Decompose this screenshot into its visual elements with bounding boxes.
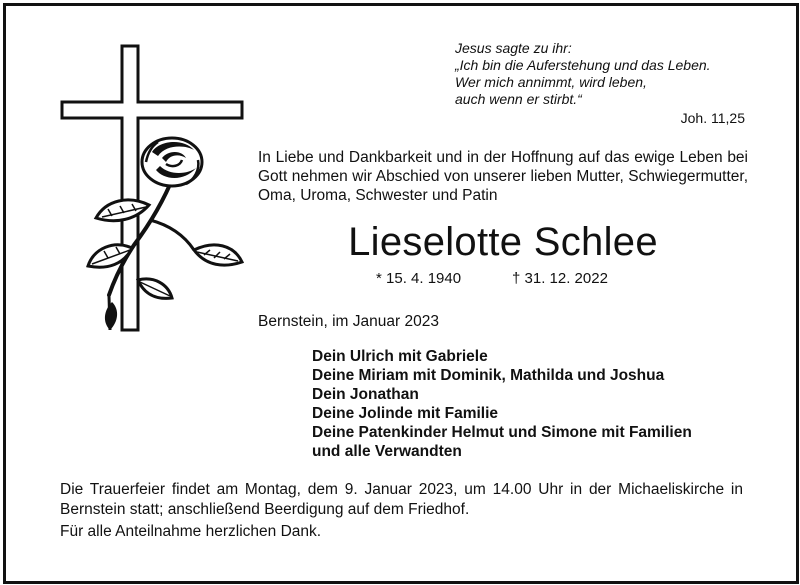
bible-quote [455,40,755,108]
funeral-service-info: Die Trauerfeier findet am Montag, dem 9. Januar 2023, um 14.00 Uhr in der Michaeliskirche in Bernstein statt; anschließend Beerdigung auf dem Friedhof. [60,481,743,518]
mourner-line: Dein Jonathan [312,386,419,403]
intro-text: In Liebe und Dankbarkeit und in der Hoffnung auf das ewige Leben bei Gott nehmen wir Abschied von unserer lieben Mutter, Schwiegermutter, Oma, Uroma, Schwester und Patin [258,149,748,204]
mourner-line: Deine Jolinde mit Familie [312,405,499,422]
mourner-line: und alle Verwandten [312,443,462,460]
mourners-list [312,347,692,461]
birth-date: * 15. 4. 1940 [376,270,462,287]
mourner-line: Deine Patenkinder Helmut und Simone mit Familien [312,424,692,441]
quote-line: „Ich bin die Auferstehung und das Leben. [455,57,711,73]
mourner-line: Dein Ulrich mit Gabriele [312,348,488,365]
quote-reference: Joh. 11,25 [680,110,745,126]
deceased-name: Lieselotte Schlee [348,220,658,264]
cross-with-rose-icon [54,40,244,340]
quote-line: Jesus sagte zu ihr: [455,40,572,56]
mourner-line: Deine Miriam mit Dominik, Mathilda und Joshua [312,367,665,384]
quote-line: auch wenn er stirbt.“ [455,91,582,107]
place-and-date: Bernstein, im Januar 2023 [258,313,439,330]
death-date: † 31. 12. 2022 [512,270,608,287]
quote-line: Wer mich annimmt, wird leben, [455,74,647,90]
thanks-text: Für alle Anteilnahme herzlichen Dank. [60,523,322,540]
